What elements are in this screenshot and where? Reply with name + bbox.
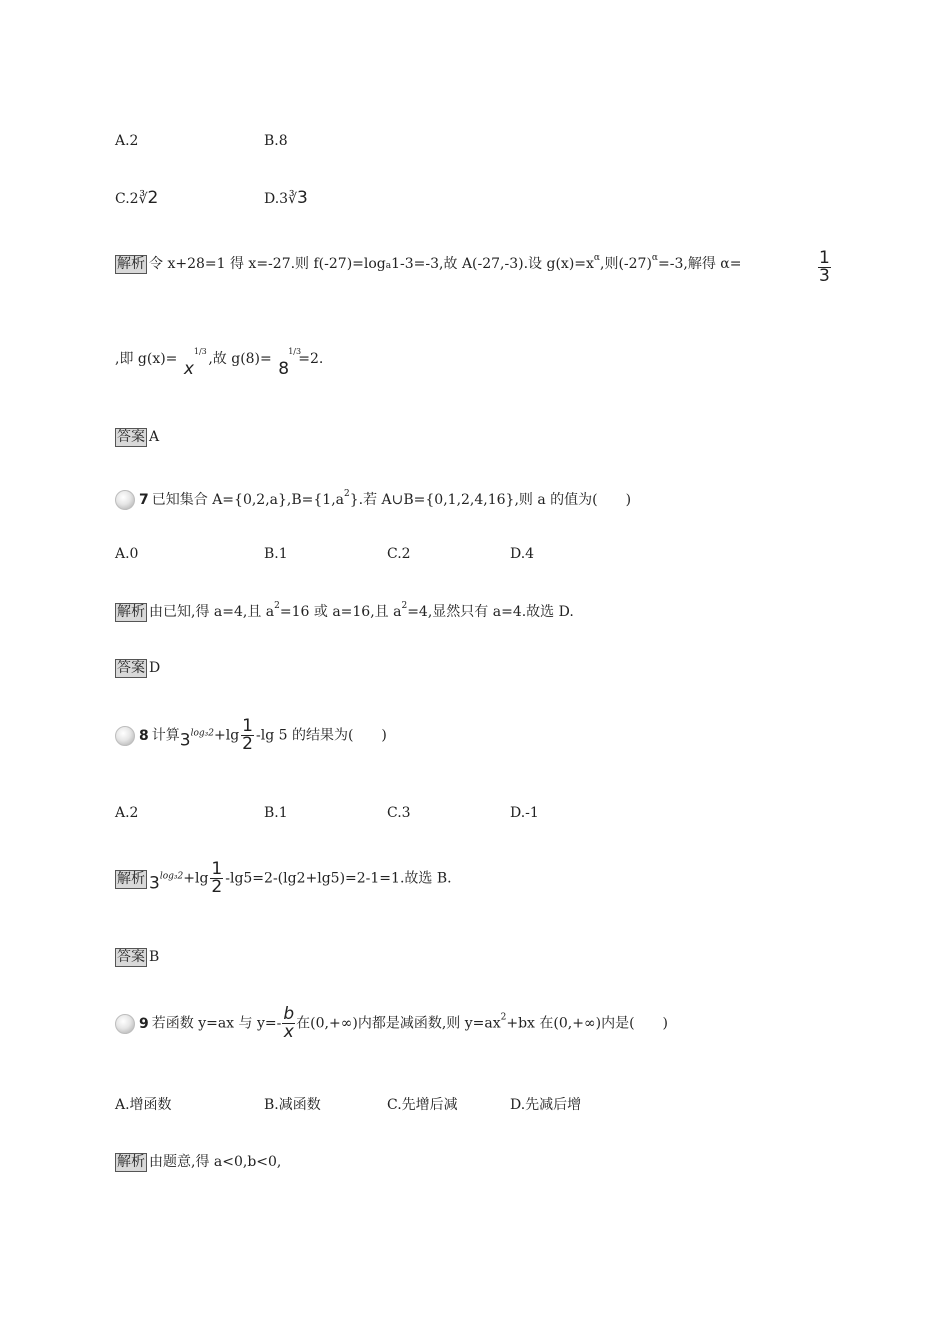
analysis-tag: 解析 — [117, 1154, 145, 1170]
q8-stem-text-2: +lg — [213, 727, 240, 744]
answer-tag: 答案 — [117, 949, 145, 965]
q7-analysis — [115, 601, 574, 622]
q7-analysis-sup: 2 — [274, 601, 280, 611]
q8-stem-text-3: -lg 5 的结果为( ) — [255, 727, 387, 744]
q7-option-b: B.1 — [264, 546, 288, 562]
q6-analysis-text-2: 1-3=-3,故 A(-27,-3).设 g(x)=x — [391, 256, 594, 272]
q6-analysis-sub: a — [385, 261, 392, 271]
q8-option-c: C.3 — [387, 805, 411, 821]
q6-analysis-text-4: =-3,解得 α= — [658, 256, 742, 272]
q7-stem-text-2: }.若 A∪B={0,1,2,4,16},则 a 的值为( ) — [349, 492, 632, 508]
q6-option-d-label: D.3 — [264, 191, 289, 207]
radical-sign: ∛ — [288, 191, 298, 207]
q6-line2-text-1: ,即 g(x)= — [115, 351, 178, 367]
answer-tag: 答案 — [117, 660, 145, 676]
q8-answer-value: B — [149, 949, 160, 965]
q8-stem-text-1: 计算 — [151, 727, 180, 744]
q7-stem-text-1: 已知集合 A={0,2,a},B={1,a — [151, 492, 344, 508]
q7-stem — [115, 489, 631, 510]
q6-analysis-sup: α — [593, 253, 600, 263]
analysis-tag: 解析 — [117, 256, 145, 272]
q6-option-c-label: C.2 — [115, 191, 139, 207]
question-marker-icon — [115, 726, 135, 746]
q6-line2-8: 8 — [278, 359, 290, 379]
q9-option-c: C.先增后减 — [387, 1097, 458, 1113]
analysis-tag: 解析 — [117, 870, 145, 887]
q7-analysis-sup-2: 2 — [401, 601, 408, 611]
q9-stem-text-1: 若函数 y=ax 与 y=- — [151, 1015, 282, 1032]
fraction-denominator: x — [283, 1022, 294, 1042]
q6-line2-text-3: =2. — [298, 351, 324, 367]
q8-analysis-text-2: -lg5=2-(lg2+lg5)=2-1=1.故选 B. — [225, 870, 452, 887]
fraction-denominator: 3 — [819, 266, 830, 286]
q6-option-a: A.2 — [115, 133, 139, 149]
q8-stem — [115, 718, 387, 753]
q8-number: 8 — [139, 727, 149, 744]
q7-option-d: D.4 — [510, 546, 535, 562]
q7-stem-sup: 2 — [344, 489, 350, 499]
q9-option-b: B.减函数 — [264, 1097, 321, 1113]
q7-option-a: A.0 — [115, 546, 139, 562]
q7-answer — [115, 659, 160, 678]
q9-option-a: A.增函数 — [115, 1097, 172, 1113]
q6-analysis-line2 — [115, 347, 323, 377]
q8-option-b: B.1 — [264, 805, 288, 821]
q8-analysis-exponent: log₃2 — [159, 871, 184, 882]
q8-option-a: A.2 — [115, 805, 139, 821]
q9-analysis — [115, 1151, 281, 1172]
q6-analysis-text-3: ,则(-27) — [600, 256, 652, 272]
q7-answer-value: D — [149, 660, 161, 676]
q7-number: 7 — [139, 492, 149, 508]
question-marker-icon — [115, 490, 135, 510]
q6-option-c — [115, 188, 158, 208]
q6-option-b: B.8 — [264, 133, 288, 149]
q9-number: 9 — [139, 1015, 149, 1032]
q8-option-d: D.-1 — [510, 805, 539, 821]
q6-line2-exp: 1/3 — [193, 347, 207, 356]
fraction-numerator: 1 — [211, 859, 223, 879]
q9-stem-sup: 2 — [500, 1012, 507, 1023]
q6-option-c-radicand: 2 — [147, 188, 159, 208]
radical-sign: ∛ — [138, 191, 148, 207]
q6-answer-value: A — [149, 429, 160, 445]
q6-line2-text-2: ,故 g(8)= — [208, 351, 272, 367]
q9-stem-text-3: +bx 在(0,+∞)内是( ) — [506, 1015, 668, 1032]
q9-stem — [115, 1006, 668, 1041]
fraction-denominator: 2 — [211, 877, 223, 897]
q8-analysis-text-1: +lg — [183, 870, 209, 887]
q7-option-c: C.2 — [387, 546, 411, 562]
q6-option-d — [264, 188, 308, 208]
q8-analysis — [115, 861, 452, 896]
question-marker-icon — [115, 1014, 135, 1034]
q6-answer — [115, 428, 159, 447]
answer-tag: 答案 — [117, 429, 145, 445]
q6-analysis — [115, 253, 741, 274]
q8-analysis-base: 3 — [149, 873, 160, 894]
q6-analysis-text-1: 令 x+28=1 得 x=-27.则 f(-27)=log — [149, 256, 386, 272]
fraction-denominator: 2 — [242, 734, 253, 754]
analysis-tag: 解析 — [117, 604, 145, 620]
q8-base: 3 — [179, 730, 191, 751]
fraction-numerator: b — [283, 1004, 295, 1024]
q6-line2-x: x — [183, 359, 194, 379]
q6-option-d-radicand: 3 — [297, 188, 308, 208]
q8-exponent: log₃2 — [190, 728, 214, 739]
q9-stem-text-2: 在(0,+∞)内都是减函数,则 y=ax — [296, 1015, 501, 1032]
q7-analysis-text-1: 由已知,得 a=4,且 a — [149, 604, 275, 620]
q7-analysis-text-3: =4,显然只有 a=4.故选 D. — [407, 604, 574, 620]
q6-analysis-sup-2: α — [651, 253, 658, 263]
q9-analysis-text: 由题意,得 a<0,b<0, — [149, 1154, 282, 1170]
fraction-numerator: 1 — [819, 248, 830, 268]
fraction-numerator: 1 — [242, 716, 253, 736]
q8-answer — [115, 948, 159, 967]
q6-line2-exp-2: 1/3 — [288, 347, 302, 356]
q9-option-d: D.先减后增 — [510, 1097, 582, 1113]
q7-analysis-text-2: =16 或 a=16,且 a — [279, 604, 402, 620]
q6-alpha-fraction — [818, 250, 831, 285]
